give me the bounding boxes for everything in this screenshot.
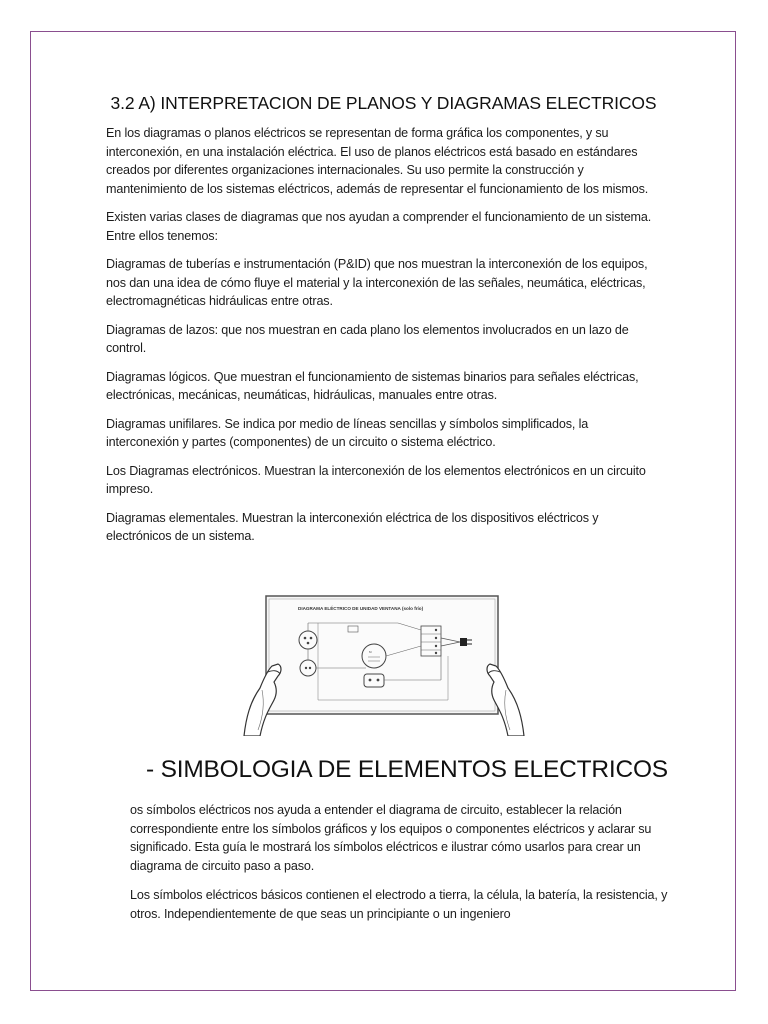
- paragraph-clases: Existen varias clases de diagramas que nos ayudan a comprender el funcionamiento de un sistema. Entre ellos tenemos:: [106, 210, 652, 243]
- paragraph-basicos: Los símbolos eléctricos básicos contienen el electrodo a tierra, la célula, la batería, la resistencia, y otros. Independientemente de que seas un principiante o un ingeniero: [130, 888, 668, 921]
- section-interpretacion: [106, 93, 661, 556]
- section-title: 3.2 A) INTERPRETACION DE PLANOS Y DIAGRAMAS ELECTRICOS: [110, 93, 657, 113]
- paragraph-pid: Diagramas de tuberías e instrumentación (P&ID) que nos muestran la interconexión de los equipos, nos dan una idea de cómo fluye el material y la interconexión de las señales, neumática, eléctricas, electromagnéticas hidráulicas entre otras.: [106, 257, 648, 308]
- paragraph-electronicos: Los Diagramas electrónicos. Muestran la interconexión de los elementos electrónicos en un circuito impreso.: [106, 463, 646, 496]
- svg-text:M: M: [369, 650, 372, 654]
- diagram-illustration: [238, 590, 528, 736]
- paragraph-unifilares: Diagramas unifilares. Se indica por medio de líneas sencillas y símbolos simplificados, la interconexión y partes (componentes) de un circuito o sistema eléctrico.: [106, 416, 589, 449]
- board-title: DIAGRAMA ELÉCTRICO DE UNIDAD VENTANA (solo frío): [298, 606, 424, 611]
- paragraph-intro: En los diagramas o planos eléctricos se representan de forma gráfica los componentes, y su interconexión, en una instalación eléctrica. El uso de planos eléctricos está basado en estándares creados por diferentes organizaciones internacionales. Su uso permite la construcción y mantenimiento de los sistemas eléctricos, además de representar el funcionamiento de los mismos.: [106, 126, 649, 196]
- diagram-board-image: [238, 590, 528, 736]
- paragraph-simbolos: os símbolos eléctricos nos ayuda a entender el diagrama de circuito, establecer la relación correspondiente entre los símbolos gráficos y los equipos o componentes eléctricos y aclarar su significado. Esta guía le mostrará los símbolos eléctricos e ilustrar cómo usarlos para crear un diagrama de circuito paso a paso.: [130, 803, 652, 873]
- symbology-title: - SIMBOLOGIA DE ELEMENTOS ELECTRICOS: [146, 756, 668, 783]
- paragraph-elementales: Diagramas elementales. Muestran la interconexión eléctrica de los dispositivos eléctricos y electrónicos de un sistema.: [106, 510, 599, 543]
- paragraph-logicos: Diagramas lógicos. Que muestran el funcionamiento de sistemas binarios para señales eléctricas, electrónicas, mecánicas, neumáticas, hidráulicas, manuales entre otras.: [106, 369, 639, 402]
- paragraph-lazos: Diagramas de lazos: que nos muestran en cada plano los elementos involucrados en un lazo de control.: [106, 322, 629, 355]
- section-simbologia: [130, 801, 685, 934]
